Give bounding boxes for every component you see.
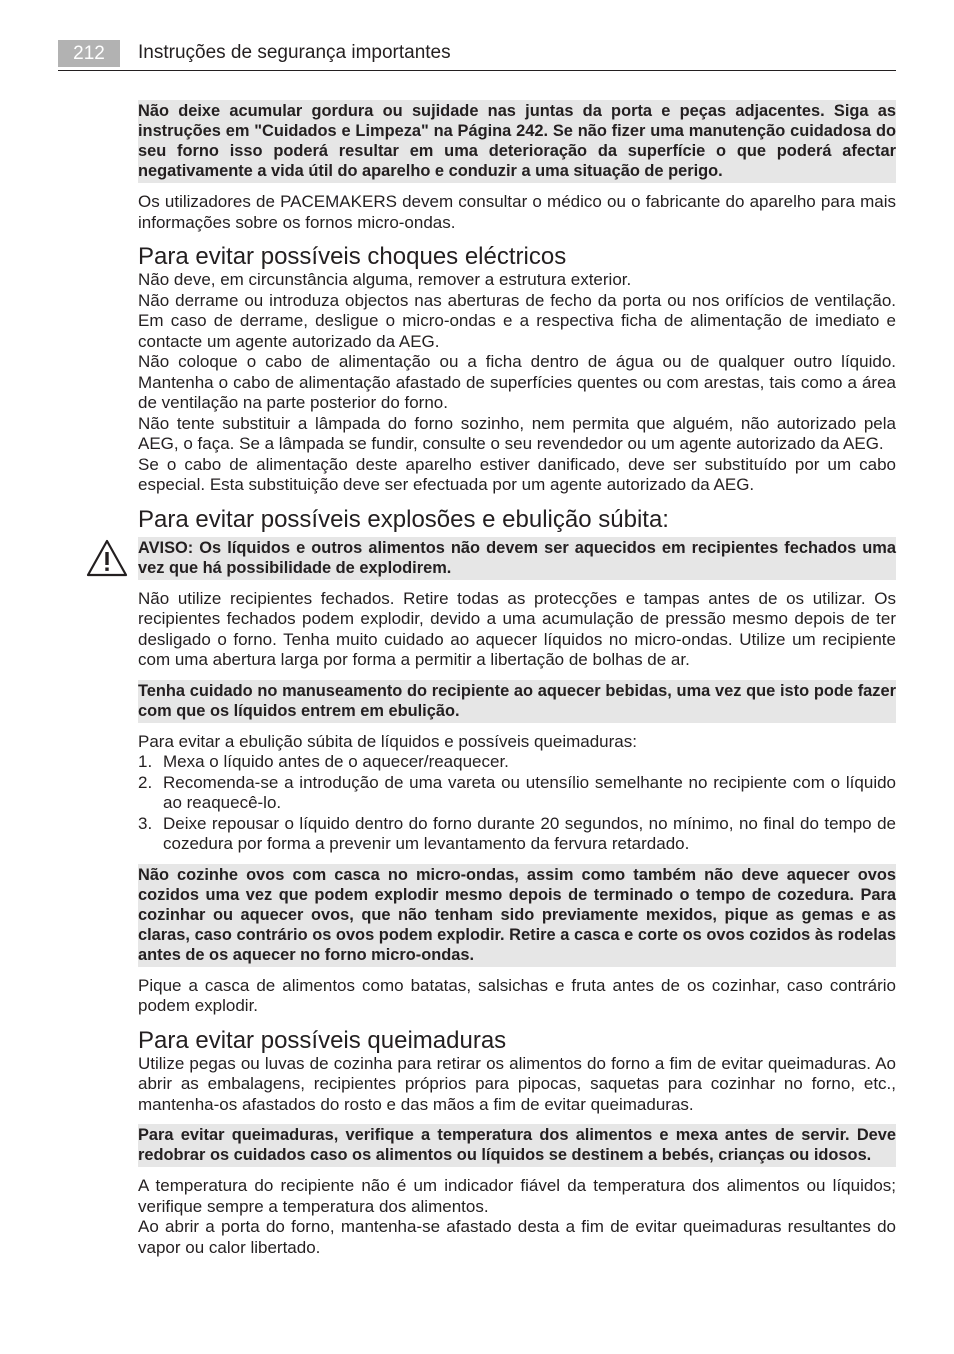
warning-triangle-icon xyxy=(85,538,129,578)
list-item-number: 1. xyxy=(138,752,153,771)
paragraph-door: Ao abrir a porta do forno, mantenha-se afastado desta a fim de evitar queimaduras resultantes do vapor ou calor libertado. xyxy=(138,1217,896,1257)
header-title: Instruções de segurança importantes xyxy=(138,42,451,63)
list-item-number: 2. xyxy=(138,772,153,792)
warning-block xyxy=(138,537,896,580)
note-warning: AVISO: Os líquidos e outros alimentos não devem ser aquecidos em recipientes fechados uma vez que há possibilidade de explodirem. xyxy=(138,537,896,580)
list-item xyxy=(138,773,896,814)
heading-burns: Para evitar possíveis queimaduras xyxy=(138,1026,507,1054)
note-beverages: Tenha cuidado no manuseamento do recipiente ao aquecer bebidas, uma vez que isto pode fazer com que os líquidos entrem em ebulição. xyxy=(138,680,896,723)
page-content xyxy=(138,100,896,1258)
paragraph-shock-1: Não deve, em circunstância alguma, remover a estrutura exterior. xyxy=(138,270,632,289)
list-item xyxy=(138,814,896,855)
note-eggs: Não cozinhe ovos com casca no micro-ondas, assim como também não deve aquecer ovos cozidos uma vez que podem explodir mesmo depois de terminado o tempo de cozedura. Para cozinhar ou aquecer ovos, que não tenham sido previamente mexidos, pique as gemas e as claras, caso contrário os ovos podem explodir. Retire a casca e corte os ovos cozidos às rodelas antes de os aquecer no forno micro-ondas. xyxy=(138,864,896,967)
paragraph-pacemakers: Os utilizadores de PACEMAKERS devem consultar o médico ou o fabricante do aparelho para mais informações sobre os fornos micro-ondas. xyxy=(138,192,896,232)
paragraph-shock-2: Não derrame ou introduza objectos nas aberturas de fecho da porta ou nos orifícios de ventilação. Em caso de derrame, desligue o micro-ondas e a respectiva ficha de alimentação de imediato e contacte um agente autorizado da AEG. xyxy=(138,290,896,351)
paragraph-gloves: Utilize pegas ou luvas de cozinha para retirar os alimentos do forno a fim de evitar queimaduras. Ao abrir as embalagens, recipientes próprios para pipocas, saquetas para cozinhar no forno, etc., mantenha-os afastados do rosto e das mãos a fim de evitar queimaduras. xyxy=(138,1053,896,1114)
paragraph-shock-4: Não tente substituir a lâmpada do forno sozinho, nem permita que alguém, não autorizado pela AEG, o faça. Se a lâmpada se fundir, consulte o seu revendedor ou um agente autorizado da AEG. xyxy=(138,413,896,453)
list-item-text: Deixe repousar o líquido dentro do forno durante 20 segundos, no mínimo, no final do tempo de cozedura por forma a prevenir um levantamento da fervura retardado. xyxy=(163,813,896,853)
page-number: 212 xyxy=(58,40,120,67)
paragraph-shock-5: Se o cabo de alimentação deste aparelho estiver danificado, deve ser substituído por um cabo especial. Esta substituição deve ser efectuada por um agente autorizado da AEG. xyxy=(138,454,896,494)
page-header xyxy=(58,40,896,71)
list-item-text: Mexa o líquido antes de o aquecer/reaquecer. xyxy=(163,752,509,771)
paragraph-shock-3: Não coloque o cabo de alimentação ou a ficha dentro de água ou de qualquer outro líquido. Mantenha o cabo de alimentação afastado de superfícies quentes ou com arestas, tais como a área de ventilação na parte posterior do forno. xyxy=(138,352,896,412)
list-item xyxy=(138,752,896,773)
heading-explosion: Para evitar possíveis explosões e ebulição súbita: xyxy=(138,505,669,533)
note-grease: Não deixe acumular gordura ou sujidade nas juntas da porta e peças adjacentes. Siga as instruções em "Cuidados e Limpeza" na Página 242. Se não fizer uma manutenção cuidadosa do seu forno isso poderá resultar em uma deterioração da superfície o que poderá afectar negativamente a vida útil do aparelho e conduzir a uma situação de perigo. xyxy=(138,100,896,183)
paragraph-containers: Não utilize recipientes fechados. Retire todas as protecções e tampas antes de os utilizar. Os recipientes fechados podem explodir, devido a uma acumulação de pressão mesmo depois de ter desligado o forno. Tenha muito cuidado ao aquecer líquidos no micro-ondas. Utilize um recipiente com uma abertura larga por forma a permitir a libertação de bolhas de ar. xyxy=(138,588,896,669)
heading-electric-shock: Para evitar possíveis choques eléctricos xyxy=(138,243,567,270)
paragraph-temperature: A temperatura do recipiente não é um indicador fiável da temperatura dos alimentos ou líquidos; verifique sempre a temperatura dos alimentos. xyxy=(138,1176,896,1216)
list-item-number: 3. xyxy=(138,813,153,833)
paragraph-pierce: Pique a casca de alimentos como batatas, salsichas e fruta antes de os cozinhar, caso contrário podem explodir. xyxy=(138,975,896,1015)
list-item-text: Recomenda-se a introdução de uma vareta ou utensílio semelhante no recipiente com o líquido ao reaquecê-lo. xyxy=(163,772,896,812)
boiling-steps-list xyxy=(138,752,896,855)
note-burns: Para evitar queimaduras, verifique a temperatura dos alimentos e mexa antes de servir. Deve redobrar os cuidados caso os alimentos ou líquidos se destinem a bebés, crianças ou idosos. xyxy=(138,1124,896,1167)
paragraph-boiling-intro: Para evitar a ebulição súbita de líquidos e possíveis queimaduras: xyxy=(138,731,637,751)
